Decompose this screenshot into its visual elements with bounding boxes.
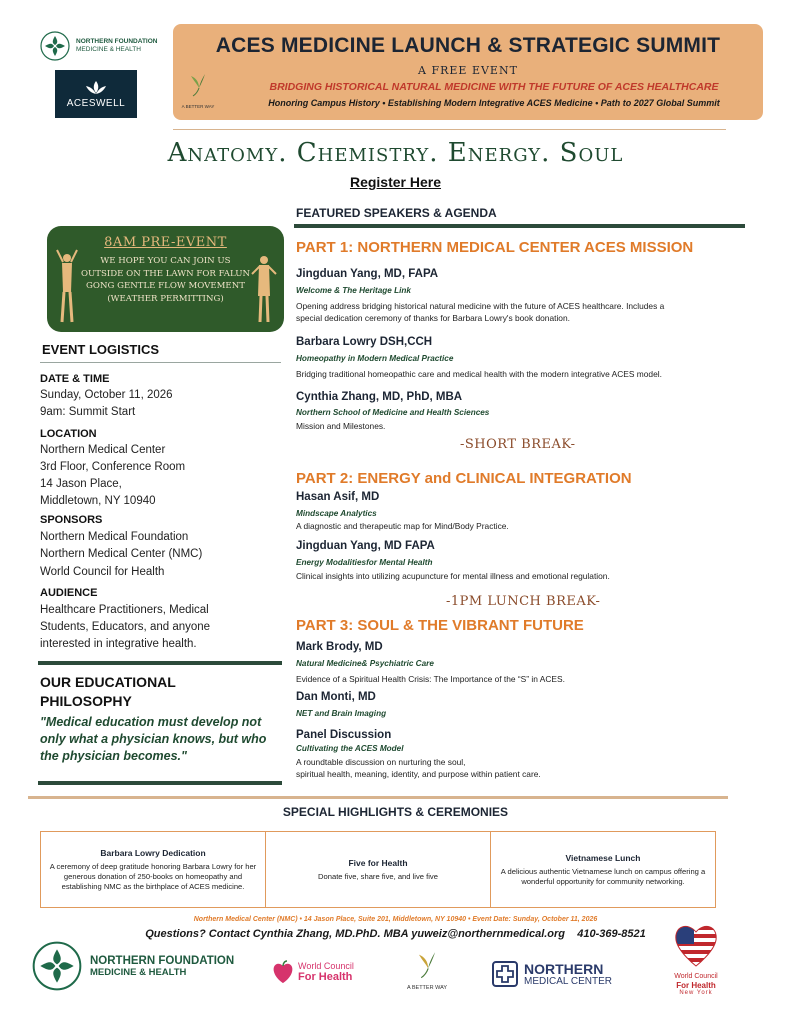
a-better-way-logo [177, 72, 219, 112]
left-bottom-divider [38, 781, 282, 785]
speaker-name: Cynthia Zhang, MD, PhD, MBA [296, 391, 463, 403]
logistics-divider [40, 362, 281, 363]
footer-nf-logo [32, 940, 257, 992]
audience-line: interested in integrative health. [40, 638, 197, 650]
agenda-part-2: PART 2: ENERGY and CLINICAL INTEGRATION [296, 470, 632, 487]
nf-logo-sub: MEDICINE & HEALTH [76, 46, 141, 53]
summit-subtitle: BRIDGING HISTORICAL NATURAL MEDICINE WITH THE FUTURE OF ACES HEALTHCARE [269, 81, 719, 93]
sponsor-item: Northern Medical Foundation [40, 531, 189, 543]
bird-icon [187, 72, 209, 98]
speaker-desc: special dedication ceremony of thanks for Barbara Lowry's book donation. [296, 313, 570, 323]
lotus-icon [83, 80, 109, 96]
speaker-desc: Clinical insights into utilizing acupuncture for mental illness and emotional regulation. [296, 571, 610, 581]
philosophy-title-2: PHILOSOPHY [40, 693, 132, 709]
leaf-emblem-icon [40, 31, 70, 61]
aceswell-wordmark: ACESWELL [66, 97, 126, 109]
location-line: 14 Jason Place, [40, 478, 122, 490]
qigong-figure-right-icon [250, 246, 278, 326]
highlight-desc: A delicious authentic Vietnamese lunch on campus offering a wonderful opportunity for community networking. [500, 866, 706, 886]
highlight-cell [41, 832, 266, 907]
speaker-name: Hasan Asif, MD [296, 491, 380, 503]
footer-nmc-line1: NORTHERN [524, 960, 604, 977]
northern-foundation-logo [40, 30, 170, 62]
event-logistics-title: EVENT LOGISTICS [42, 342, 160, 357]
speaker-topic: Natural Medicine& Psychiatric Care [296, 659, 434, 668]
highlight-desc: Donate five, share five, and live five [318, 871, 438, 881]
audience-label: AUDIENCE [40, 587, 98, 599]
highlight-title: Five for Health [348, 857, 408, 868]
footer-nf-sub: MEDICINE & HEALTH [90, 966, 187, 978]
footer-nmc-logo [492, 958, 642, 990]
speaker-name: Panel Discussion [296, 729, 392, 741]
philosophy-title: OUR EDUCATIONAL [40, 674, 176, 690]
motto-heading: Anatomy. Chemistry. Energy. Soul [167, 138, 624, 168]
summit-title: ACES MEDICINE LAUNCH & STRATEGIC SUMMIT [215, 34, 721, 57]
summit-banner [173, 24, 763, 120]
aceswell-logo [55, 70, 137, 118]
speaker-topic: Northern School of Medicine and Health Sciences [296, 408, 490, 417]
speaker-name: Jingduan Yang, MD FAPA [296, 540, 435, 552]
speaker-desc: Evidence of a Spiritual Health Crisis: The Importance of the “S” in ACES. [296, 674, 565, 684]
sponsor-item: World Council for Health [40, 566, 165, 578]
speaker-topic: Welcome & The Heritage Link [296, 286, 411, 295]
speaker-name: Dan Monti, MD [296, 691, 376, 703]
header-divider [173, 129, 726, 130]
speaker-name: Jingduan Yang, MD, FAPA [296, 268, 439, 280]
nf-logo-name: NORTHERN FOUNDATION [76, 38, 158, 45]
highlight-desc: A ceremony of deep gratitude honoring Barbara Lowry for her generous donation of 250-books on homeopathy and establishing NMC as the birthplace of ACES medicine. [49, 861, 257, 891]
a-better-way-label: A BETTER WAY [181, 104, 215, 109]
highlight-cell [491, 832, 715, 907]
speaker-topic: Mindscape Analytics [296, 509, 377, 518]
speaker-topic: Cultivating the ACES Model [296, 744, 404, 753]
summit-tagline: Honoring Campus History • Establishing Modern Integrative ACES Medicine • Path to 2027 Global Summit [268, 98, 720, 108]
philosophy-quote: "Medical education must develop not only what a physician knows, but who the physician becomes." [40, 715, 267, 763]
speaker-desc: Mission and Milestones. [296, 421, 386, 431]
free-event-label: A FREE EVENT [418, 64, 518, 77]
qigong-figure-left-icon [53, 246, 81, 326]
footer-logos [0, 940, 791, 1020]
lunch-break-label: -1PM LUNCH BREAK- [446, 594, 601, 609]
leaf-emblem-icon [32, 941, 82, 991]
footer-wch-ny-logo [668, 922, 724, 998]
highlights-divider [28, 796, 728, 799]
footer-wch-logo [272, 956, 372, 988]
speaker-topic: Energy Modalitiesfor Mental Health [296, 558, 433, 567]
speaker-desc: spiritual health, meaning, identity, and purpose within patient care. [296, 769, 541, 779]
date-time-label: DATE & TIME [40, 373, 110, 385]
sponsor-item: Northern Medical Center (NMC) [40, 548, 203, 560]
bird-icon [414, 950, 440, 980]
agenda-part-1: PART 1: NORTHERN MEDICAL CENTER ACES MISSION [296, 239, 694, 256]
speaker-topic: Homeopathy in Modern Medical Practice [296, 354, 454, 363]
audience-line: Healthcare Practitioners, Medical [40, 604, 209, 616]
location-line: 3rd Floor, Conference Room [40, 461, 186, 473]
apple-heart-icon [272, 960, 294, 984]
speaker-desc: Opening address bridging historical natural medicine with the future of ACES healthcare. Includes a [296, 301, 665, 311]
highlights-title: SPECIAL HIGHLIGHTS & CEREMONIES [282, 805, 509, 819]
event-time: 9am: Summit Start [40, 406, 136, 418]
location-label: LOCATION [40, 428, 97, 440]
location-line: Middletown, NY 10940 [40, 495, 156, 507]
flag-heart-icon [672, 922, 720, 968]
speaker-desc: A diagnostic and therapeutic map for Mind/Body Practice. [296, 521, 509, 531]
location-line: Northern Medical Center [40, 444, 166, 456]
pre-event-body: WE HOPE YOU CAN JOIN US OUTSIDE ON THE LAWN FOR FALUN GONG GENTLE FLOW MOVEMENT (WEATHER PERMITTING) [80, 256, 250, 304]
footer-contact: Questions? Contact Cynthia Zhang, MD.PhD. MBA yuweiz@northernmedical.org 410-369-8521 [145, 928, 646, 940]
footer-address: Northern Medical Center (NMC) • 14 Jason Place, Suite 201, Middletown, NY 10940 • Event Date: Sunday, October 11, 2026 [193, 916, 598, 923]
footer-wch-line2: For Health [298, 971, 353, 983]
agenda-part-3: PART 3: SOUL & THE VIBRANT FUTURE [296, 617, 584, 634]
speaker-desc: Bridging traditional homeopathic care and medical health with the modern integrative ACES model. [296, 369, 662, 379]
sponsors-label: SPONSORS [40, 514, 103, 526]
short-break-label: -SHORT BREAK- [460, 437, 576, 452]
pre-event-title: 8AM PRE-EVENT [104, 235, 227, 250]
audience-line: Students, Educators, and anyone [40, 621, 211, 633]
footer-nf-name: NORTHERN FOUNDATION [90, 954, 235, 967]
medical-cross-icon [492, 961, 518, 987]
speaker-name: Barbara Lowry DSH,CCH [296, 336, 433, 348]
footer-wchny-line3: New York [679, 990, 713, 996]
speaker-name: Mark Brody, MD [296, 641, 383, 653]
register-link[interactable]: Register Here [349, 174, 442, 190]
footer-abw-label: A BETTER WAY [406, 985, 448, 991]
event-date: Sunday, October 11, 2026 [40, 389, 173, 401]
footer-nmc-line2: MEDICAL CENTER [524, 975, 612, 987]
footer-abw-logo [398, 950, 456, 998]
footer-wch-line1: World Council [298, 961, 354, 971]
footer-wchny-line1: World Council [674, 973, 718, 980]
speaker-desc: A roundtable discussion on nurturing the soul, [296, 757, 466, 767]
highlight-title: Barbara Lowry Dedication [100, 847, 206, 858]
footer-wchny-line2: For Health [676, 981, 716, 990]
highlight-cell [266, 832, 491, 907]
highlights-table [40, 831, 716, 908]
philosophy-divider [38, 661, 282, 665]
highlight-title: Vietnamese Lunch [565, 852, 641, 863]
agenda-heading: FEATURED SPEAKERS & AGENDA [296, 206, 497, 220]
agenda-divider [294, 224, 745, 228]
pre-event-card [47, 226, 284, 332]
speaker-topic: NET and Brain Imaging [296, 709, 387, 718]
